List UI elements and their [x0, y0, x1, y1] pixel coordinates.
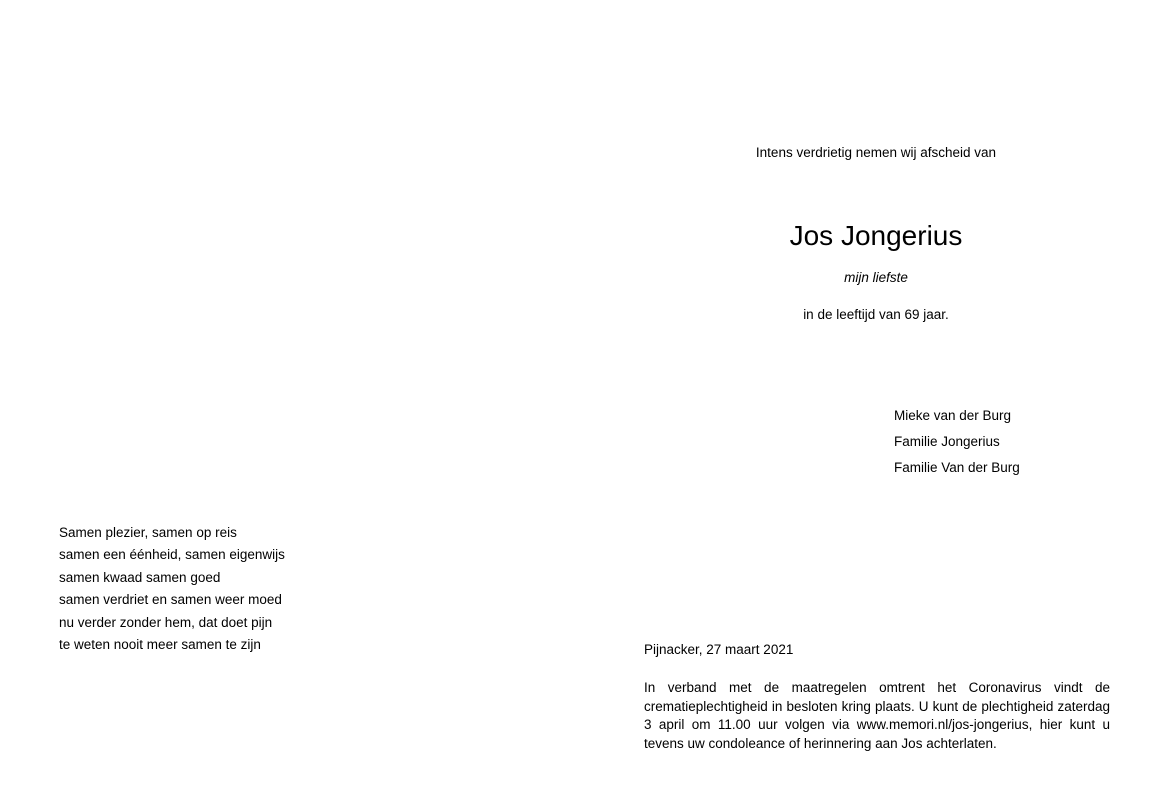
family-line: Mieke van der Burg: [894, 408, 1012, 423]
deceased-name: Jos Jongerius: [789, 220, 963, 251]
poem-line: samen kwaad samen goed: [59, 569, 221, 585]
family-line: Familie Jongerius: [894, 434, 1000, 449]
age-text: in de leeftijd van 69 jaar.: [803, 307, 949, 322]
poem-line: samen een éénheid, samen eigenwijs: [59, 547, 285, 563]
family-list: [894, 405, 1020, 483]
poem: [59, 522, 285, 656]
ceremony-notice: In verband met de maatregelen omtrent het Coronavirus vindt de crematieplechtigheid in besloten kring plaats. U kunt de plechtigheid zaterdag 3 april om 11.00 uur volgen via www.memori.nl/jos-jongerius, hier kunt u tevens uw condoleance of herinnering aan Jos achterlaten.: [644, 680, 1110, 751]
poem-line: te weten nooit meer samen te zijn: [59, 636, 261, 652]
place-date: Pijnacker, 27 maart 2021: [644, 642, 794, 657]
poem-line: Samen plezier, samen op reis: [59, 525, 237, 540]
poem-line: samen verdriet en samen weer moed: [59, 592, 282, 608]
subtitle-text: mijn liefste: [844, 270, 908, 285]
poem-line: nu verder zonder hem, dat doet pijn: [59, 614, 273, 630]
family-line: Familie Van der Burg: [894, 460, 1020, 475]
intro-text: Intens verdrietig nemen wij afscheid van: [755, 145, 997, 160]
